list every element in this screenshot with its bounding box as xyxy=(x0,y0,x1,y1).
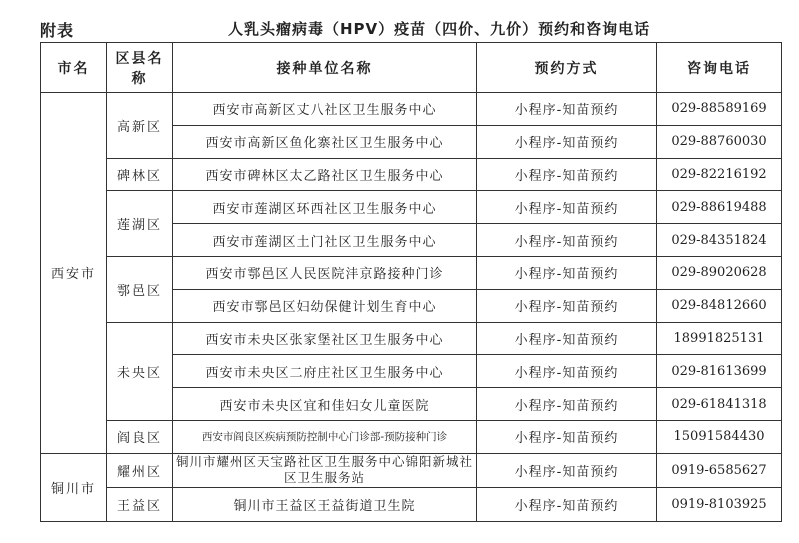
unit-cell: 西安市鄠邑区人民医院沣京路接种门诊 xyxy=(173,256,477,289)
method-cell: 小程序-知苗预约 xyxy=(477,355,657,388)
district-cell: 鄠邑区 xyxy=(107,256,173,322)
unit-cell: 西安市高新区丈八社区卫生服务中心 xyxy=(173,93,477,126)
column-header-phone: 咨询电话 xyxy=(657,43,782,93)
district-cell: 阎良区 xyxy=(107,420,173,453)
phone-cell: 029-84812660 xyxy=(657,289,782,322)
phone-cell: 0919-6585627 xyxy=(657,453,782,487)
phone-cell: 15091584430 xyxy=(657,420,782,453)
district-cell: 高新区 xyxy=(107,93,173,159)
table-row xyxy=(41,93,782,126)
unit-cell: 铜川市耀州区天宝路社区卫生服务中心锦阳新城社区卫生服务站 xyxy=(173,453,477,487)
unit-cell: 西安市莲湖区土门社区卫生服务中心 xyxy=(173,224,477,257)
method-cell: 小程序-知苗预约 xyxy=(477,191,657,224)
phone-cell: 029-82216192 xyxy=(657,158,782,191)
table-row xyxy=(41,191,782,224)
district-cell: 耀州区 xyxy=(107,453,173,487)
method-cell: 小程序-知苗预约 xyxy=(477,289,657,322)
district-cell: 王益区 xyxy=(107,487,173,521)
method-cell: 小程序-知苗预约 xyxy=(477,453,657,487)
unit-cell: 西安市未央区张家堡社区卫生服务中心 xyxy=(173,322,477,355)
city-cell: 铜川市 xyxy=(41,453,107,521)
table-row xyxy=(41,158,782,191)
table-row xyxy=(41,453,782,487)
unit-cell: 西安市未央区宜和佳妇女儿童医院 xyxy=(173,388,477,421)
page-title: 人乳头瘤病毒（HPV）疫苗（四价、九价）预约和咨询电话 xyxy=(228,20,651,38)
unit-cell: 铜川市王益区王益街道卫生院 xyxy=(173,487,477,521)
unit-cell: 西安市鄠邑区妇幼保健计划生育中心 xyxy=(173,289,477,322)
appendix-label: 附表 xyxy=(40,21,75,40)
method-cell: 小程序-知苗预约 xyxy=(477,224,657,257)
phone-cell: 029-84351824 xyxy=(657,224,782,257)
phone-cell: 029-88619488 xyxy=(657,191,782,224)
phone-cell: 029-61841318 xyxy=(657,388,782,421)
table-row xyxy=(41,256,782,289)
method-cell: 小程序-知苗预约 xyxy=(477,420,657,453)
unit-cell: 西安市未央区二府庄社区卫生服务中心 xyxy=(173,355,477,388)
phone-cell: 029-88760030 xyxy=(657,125,782,158)
district-cell: 未央区 xyxy=(107,322,173,420)
phone-cell: 18991825131 xyxy=(657,322,782,355)
column-header-city: 市名 xyxy=(41,43,107,93)
method-cell: 小程序-知苗预约 xyxy=(477,125,657,158)
vaccine-appointment-table xyxy=(40,42,782,522)
phone-cell: 029-88589169 xyxy=(657,93,782,126)
column-header-district: 区县名称 xyxy=(107,43,173,93)
phone-cell: 0919-8103925 xyxy=(657,487,782,521)
unit-cell: 西安市碑林区太乙路社区卫生服务中心 xyxy=(173,158,477,191)
table-header-row xyxy=(41,43,782,93)
unit-cell: 西安市阎良区疾病预防控制中心门诊部-预防接种门诊 xyxy=(173,420,477,453)
unit-cell: 西安市高新区鱼化寨社区卫生服务中心 xyxy=(173,125,477,158)
method-cell: 小程序-知苗预约 xyxy=(477,322,657,355)
column-header-unit: 接种单位名称 xyxy=(173,43,477,93)
method-cell: 小程序-知苗预约 xyxy=(477,158,657,191)
method-cell: 小程序-知苗预约 xyxy=(477,256,657,289)
phone-cell: 029-81613699 xyxy=(657,355,782,388)
district-cell: 莲湖区 xyxy=(107,191,173,257)
unit-cell: 西安市莲湖区环西社区卫生服务中心 xyxy=(173,191,477,224)
phone-cell: 029-89020628 xyxy=(657,256,782,289)
column-header-method: 预约方式 xyxy=(477,43,657,93)
table-row xyxy=(41,322,782,355)
method-cell: 小程序-知苗预约 xyxy=(477,388,657,421)
district-cell: 碑林区 xyxy=(107,158,173,191)
city-cell: 西安市 xyxy=(41,93,107,454)
table-row xyxy=(41,420,782,453)
method-cell: 小程序-知苗预约 xyxy=(477,487,657,521)
table-row xyxy=(41,487,782,521)
method-cell: 小程序-知苗预约 xyxy=(477,93,657,126)
